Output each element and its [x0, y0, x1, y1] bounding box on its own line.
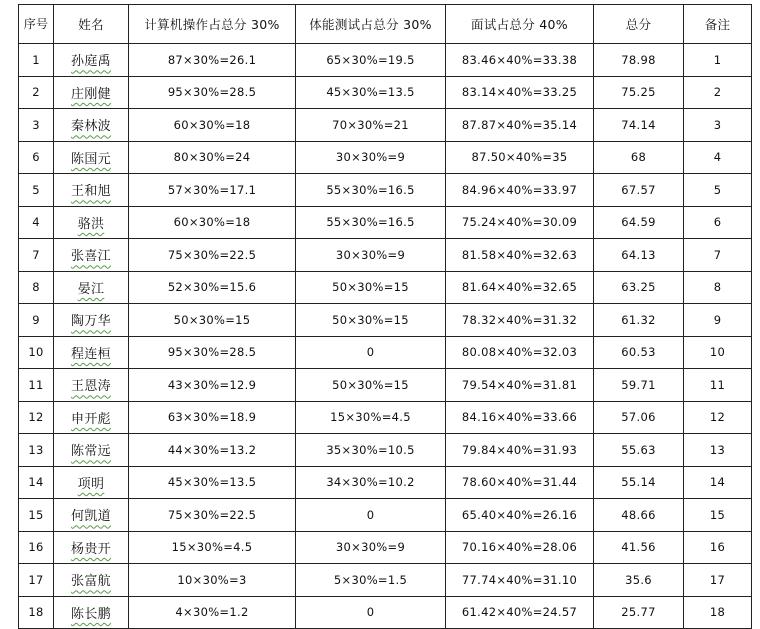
cell-total: 55.63 — [594, 434, 684, 467]
cell-computer: 75×30%=22.5 — [129, 499, 296, 532]
cell-name — [54, 466, 129, 499]
cell-total: 48.66 — [594, 499, 684, 532]
cell-interview: 65.40×40%=26.16 — [446, 499, 594, 532]
person-name: 骆洪 — [77, 216, 105, 232]
cell-interview: 70.16×40%=28.06 — [446, 531, 594, 564]
cell-physical: 55×30%=16.5 — [296, 206, 446, 239]
cell-name — [54, 564, 129, 597]
person-name: 王和旭 — [71, 184, 111, 200]
cell-physical: 34×30%=10.2 — [296, 466, 446, 499]
cell-computer: 80×30%=24 — [129, 141, 296, 174]
cell-seq: 2 — [19, 76, 54, 109]
table-row — [19, 76, 752, 109]
cell-physical: 55×30%=16.5 — [296, 174, 446, 207]
cell-seq: 7 — [19, 239, 54, 272]
cell-computer: 50×30%=15 — [129, 304, 296, 337]
cell-seq: 18 — [19, 596, 54, 629]
score-table — [18, 4, 752, 629]
header-computer: 计算机操作占总分 30% — [129, 5, 296, 44]
cell-seq: 14 — [19, 466, 54, 499]
cell-physical: 0 — [296, 499, 446, 532]
cell-interview: 87.50×40%=35 — [446, 141, 594, 174]
cell-total: 64.13 — [594, 239, 684, 272]
table-row — [19, 466, 752, 499]
person-name: 项明 — [77, 476, 105, 492]
cell-computer: 95×30%=28.5 — [129, 76, 296, 109]
cell-seq: 17 — [19, 564, 54, 597]
table-row — [19, 271, 752, 304]
cell-seq: 9 — [19, 304, 54, 337]
header-seq: 序号 — [19, 5, 54, 44]
cell-name — [54, 141, 129, 174]
person-name: 陈国元 — [71, 151, 111, 167]
cell-interview: 78.60×40%=31.44 — [446, 466, 594, 499]
cell-computer: 10×30%=3 — [129, 564, 296, 597]
cell-seq: 8 — [19, 271, 54, 304]
cell-remark: 18 — [684, 596, 752, 629]
table-row — [19, 304, 752, 337]
cell-interview: 78.32×40%=31.32 — [446, 304, 594, 337]
table-row — [19, 109, 752, 142]
cell-name — [54, 174, 129, 207]
cell-interview: 87.87×40%=35.14 — [446, 109, 594, 142]
cell-remark: 5 — [684, 174, 752, 207]
cell-remark: 11 — [684, 369, 752, 402]
cell-computer: 45×30%=13.5 — [129, 466, 296, 499]
person-name: 杨贵开 — [71, 541, 111, 557]
cell-name — [54, 271, 129, 304]
cell-total: 57.06 — [594, 401, 684, 434]
table-row — [19, 206, 752, 239]
cell-name — [54, 596, 129, 629]
cell-remark: 10 — [684, 336, 752, 369]
table-body — [19, 44, 752, 629]
table-row — [19, 401, 752, 434]
cell-computer: 60×30%=18 — [129, 109, 296, 142]
cell-seq: 12 — [19, 401, 54, 434]
cell-total: 78.98 — [594, 44, 684, 77]
cell-physical: 70×30%=21 — [296, 109, 446, 142]
person-name: 庄刚健 — [71, 86, 111, 102]
cell-interview: 83.46×40%=33.38 — [446, 44, 594, 77]
cell-physical: 45×30%=13.5 — [296, 76, 446, 109]
header-name: 姓名 — [54, 5, 129, 44]
cell-interview: 75.24×40%=30.09 — [446, 206, 594, 239]
cell-physical: 50×30%=15 — [296, 304, 446, 337]
cell-physical: 50×30%=15 — [296, 369, 446, 402]
header-row — [19, 5, 752, 44]
person-name: 申开彪 — [71, 411, 111, 427]
cell-seq: 15 — [19, 499, 54, 532]
person-name: 晏江 — [77, 281, 105, 297]
cell-total: 68 — [594, 141, 684, 174]
cell-computer: 43×30%=12.9 — [129, 369, 296, 402]
cell-remark: 2 — [684, 76, 752, 109]
cell-total: 60.53 — [594, 336, 684, 369]
cell-name — [54, 239, 129, 272]
cell-seq: 5 — [19, 174, 54, 207]
person-name: 王恩涛 — [71, 379, 111, 395]
cell-name — [54, 109, 129, 142]
table-row — [19, 239, 752, 272]
cell-remark: 16 — [684, 531, 752, 564]
cell-total: 59.71 — [594, 369, 684, 402]
cell-remark: 13 — [684, 434, 752, 467]
cell-physical: 15×30%=4.5 — [296, 401, 446, 434]
table-row — [19, 564, 752, 597]
cell-physical: 35×30%=10.5 — [296, 434, 446, 467]
cell-interview: 81.58×40%=32.63 — [446, 239, 594, 272]
cell-remark: 6 — [684, 206, 752, 239]
cell-seq: 10 — [19, 336, 54, 369]
cell-physical: 30×30%=9 — [296, 141, 446, 174]
cell-remark: 3 — [684, 109, 752, 142]
cell-total: 75.25 — [594, 76, 684, 109]
person-name: 张富航 — [71, 574, 111, 590]
cell-name — [54, 499, 129, 532]
header-physical: 体能测试占总分 30% — [296, 5, 446, 44]
cell-interview: 79.54×40%=31.81 — [446, 369, 594, 402]
cell-total: 63.25 — [594, 271, 684, 304]
cell-seq: 16 — [19, 531, 54, 564]
cell-interview: 61.42×40%=24.57 — [446, 596, 594, 629]
cell-name — [54, 401, 129, 434]
cell-seq: 11 — [19, 369, 54, 402]
cell-name — [54, 531, 129, 564]
person-name: 程连桓 — [71, 346, 111, 362]
person-name: 陈长鹏 — [71, 606, 111, 622]
cell-total: 25.77 — [594, 596, 684, 629]
cell-seq: 3 — [19, 109, 54, 142]
cell-name — [54, 206, 129, 239]
person-name: 张喜江 — [71, 249, 111, 265]
cell-total: 35.6 — [594, 564, 684, 597]
cell-interview: 79.84×40%=31.93 — [446, 434, 594, 467]
cell-total: 55.14 — [594, 466, 684, 499]
cell-physical: 65×30%=19.5 — [296, 44, 446, 77]
cell-name — [54, 304, 129, 337]
cell-interview: 84.16×40%=33.66 — [446, 401, 594, 434]
header-interview: 面试占总分 40% — [446, 5, 594, 44]
cell-total: 74.14 — [594, 109, 684, 142]
cell-computer: 95×30%=28.5 — [129, 336, 296, 369]
table-row — [19, 44, 752, 77]
cell-name — [54, 44, 129, 77]
cell-remark: 9 — [684, 304, 752, 337]
header-remark: 备注 — [684, 5, 752, 44]
cell-total: 64.59 — [594, 206, 684, 239]
cell-remark: 8 — [684, 271, 752, 304]
cell-physical: 30×30%=9 — [296, 531, 446, 564]
cell-total: 67.57 — [594, 174, 684, 207]
table-row — [19, 531, 752, 564]
cell-remark: 12 — [684, 401, 752, 434]
cell-name — [54, 369, 129, 402]
table-row — [19, 434, 752, 467]
table-row — [19, 369, 752, 402]
table-row — [19, 596, 752, 629]
cell-total: 61.32 — [594, 304, 684, 337]
cell-computer: 63×30%=18.9 — [129, 401, 296, 434]
table-row — [19, 499, 752, 532]
cell-interview: 81.64×40%=32.65 — [446, 271, 594, 304]
cell-seq: 6 — [19, 141, 54, 174]
cell-interview: 80.08×40%=32.03 — [446, 336, 594, 369]
cell-computer: 87×30%=26.1 — [129, 44, 296, 77]
header-total: 总分 — [594, 5, 684, 44]
cell-remark: 15 — [684, 499, 752, 532]
cell-physical: 0 — [296, 336, 446, 369]
table-row — [19, 141, 752, 174]
cell-interview: 83.14×40%=33.25 — [446, 76, 594, 109]
cell-computer: 44×30%=13.2 — [129, 434, 296, 467]
cell-interview: 84.96×40%=33.97 — [446, 174, 594, 207]
cell-remark: 4 — [684, 141, 752, 174]
cell-remark: 7 — [684, 239, 752, 272]
person-name: 孙庭禹 — [71, 54, 111, 70]
cell-name — [54, 434, 129, 467]
cell-computer: 4×30%=1.2 — [129, 596, 296, 629]
person-name: 陈常远 — [71, 444, 111, 460]
cell-name — [54, 76, 129, 109]
cell-computer: 75×30%=22.5 — [129, 239, 296, 272]
cell-remark: 17 — [684, 564, 752, 597]
cell-computer: 52×30%=15.6 — [129, 271, 296, 304]
table-row — [19, 336, 752, 369]
cell-seq: 13 — [19, 434, 54, 467]
cell-physical: 0 — [296, 596, 446, 629]
cell-interview: 77.74×40%=31.10 — [446, 564, 594, 597]
person-name: 秦林波 — [71, 119, 111, 135]
cell-physical: 30×30%=9 — [296, 239, 446, 272]
cell-total: 41.56 — [594, 531, 684, 564]
person-name: 陶万华 — [71, 314, 111, 330]
table-row — [19, 174, 752, 207]
cell-name — [54, 336, 129, 369]
cell-remark: 1 — [684, 44, 752, 77]
cell-seq: 1 — [19, 44, 54, 77]
cell-physical: 5×30%=1.5 — [296, 564, 446, 597]
person-name: 何凯道 — [71, 509, 111, 525]
cell-remark: 14 — [684, 466, 752, 499]
cell-computer: 60×30%=18 — [129, 206, 296, 239]
cell-seq: 4 — [19, 206, 54, 239]
cell-physical: 50×30%=15 — [296, 271, 446, 304]
cell-computer: 57×30%=17.1 — [129, 174, 296, 207]
cell-computer: 15×30%=4.5 — [129, 531, 296, 564]
